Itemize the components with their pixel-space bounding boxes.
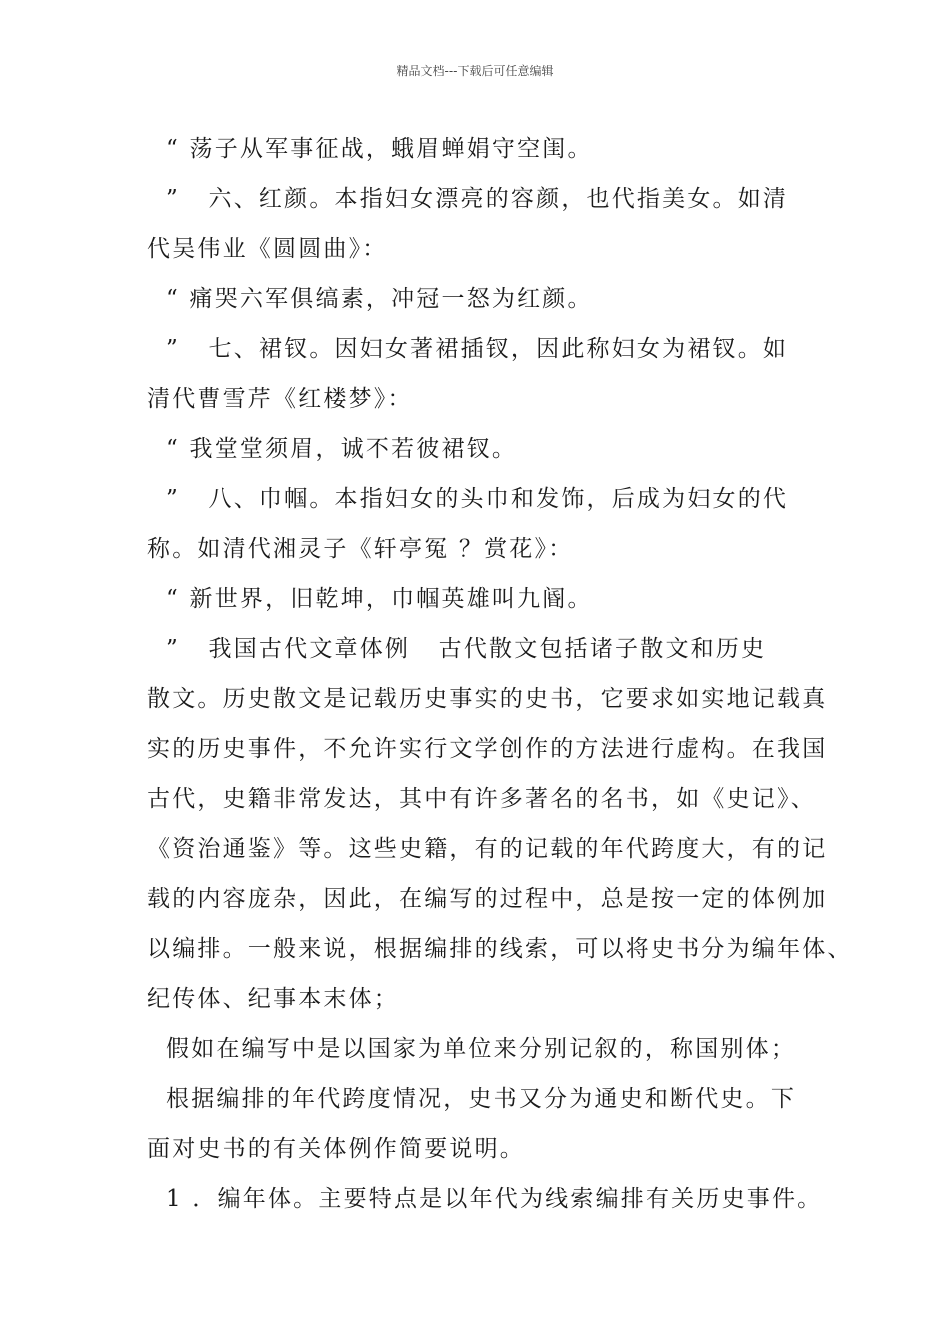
text-line: 古代，史籍非常发达，其中有许多著名的名书，如《史记》、 xyxy=(147,786,816,812)
text-line: 纪传体、纪事本末体； xyxy=(147,986,399,1012)
text-line: 称。如清代湘灵子《轩亭冤 ？赏花》： xyxy=(147,536,574,562)
text-line: “ 新世界，旧乾坤，巾帼英雄叫九阍。 xyxy=(147,586,593,612)
text-line: 《资治通鉴》等。这些史籍，有的记载的年代跨度大，有的记 xyxy=(147,836,828,862)
text-line: “ 痛哭六军俱缟素，冲冠一怒为红颜。 xyxy=(147,286,593,312)
text-line: 清代曹雪芹《红楼梦》： xyxy=(147,386,413,412)
text-line: “ 我堂堂须眉，诚不若彼裙钗。 xyxy=(147,436,518,462)
text-line: 实的历史事件，不允许实行文学创作的方法进行虚构。在我国 xyxy=(147,736,828,762)
text-line: 载的内容庞杂，因此，在编写的过程中，总是按一定的体例加 xyxy=(147,886,828,912)
text-line: 根据编排的年代跨度情况，史书又分为通史和断代史。下 xyxy=(147,1086,797,1112)
text-line: ” 七、裙钗。因妇女著裙插钗，因此称妇女为裙钗。如 xyxy=(147,336,789,362)
text-line: 散文。历史散文是记载历史事实的史书，它要求如实地记载真 xyxy=(147,686,828,712)
text-line: 假如在编写中是以国家为单位来分别记叙的，称国别体； xyxy=(147,1036,797,1062)
text-line: ” 六、红颜。本指妇女漂亮的容颜，也代指美女。如清 xyxy=(147,186,789,212)
text-line: 1 ．编年体。主要特点是以年代为线索编排有关历史事件。 xyxy=(147,1186,823,1212)
text-line: 以编排。一般来说，根据编排的线索，可以将史书分为编年体、 xyxy=(147,936,853,962)
text-line: ” 八、巾帼。本指妇女的头巾和发饰，后成为妇女的代 xyxy=(147,486,789,512)
text-line: 代吴伟业《圆圆曲》： xyxy=(147,236,388,262)
page-header: 精品文档---下载后可任意编辑 xyxy=(396,64,554,78)
text-line: ” 我国古代文章体例 古代散文包括诸子散文和历史 xyxy=(147,636,767,662)
text-line: 面对史书的有关体例作简要说明。 xyxy=(147,1136,525,1162)
text-line: “ 荡子从军事征战，蛾眉蝉娟守空闺。 xyxy=(147,136,593,162)
